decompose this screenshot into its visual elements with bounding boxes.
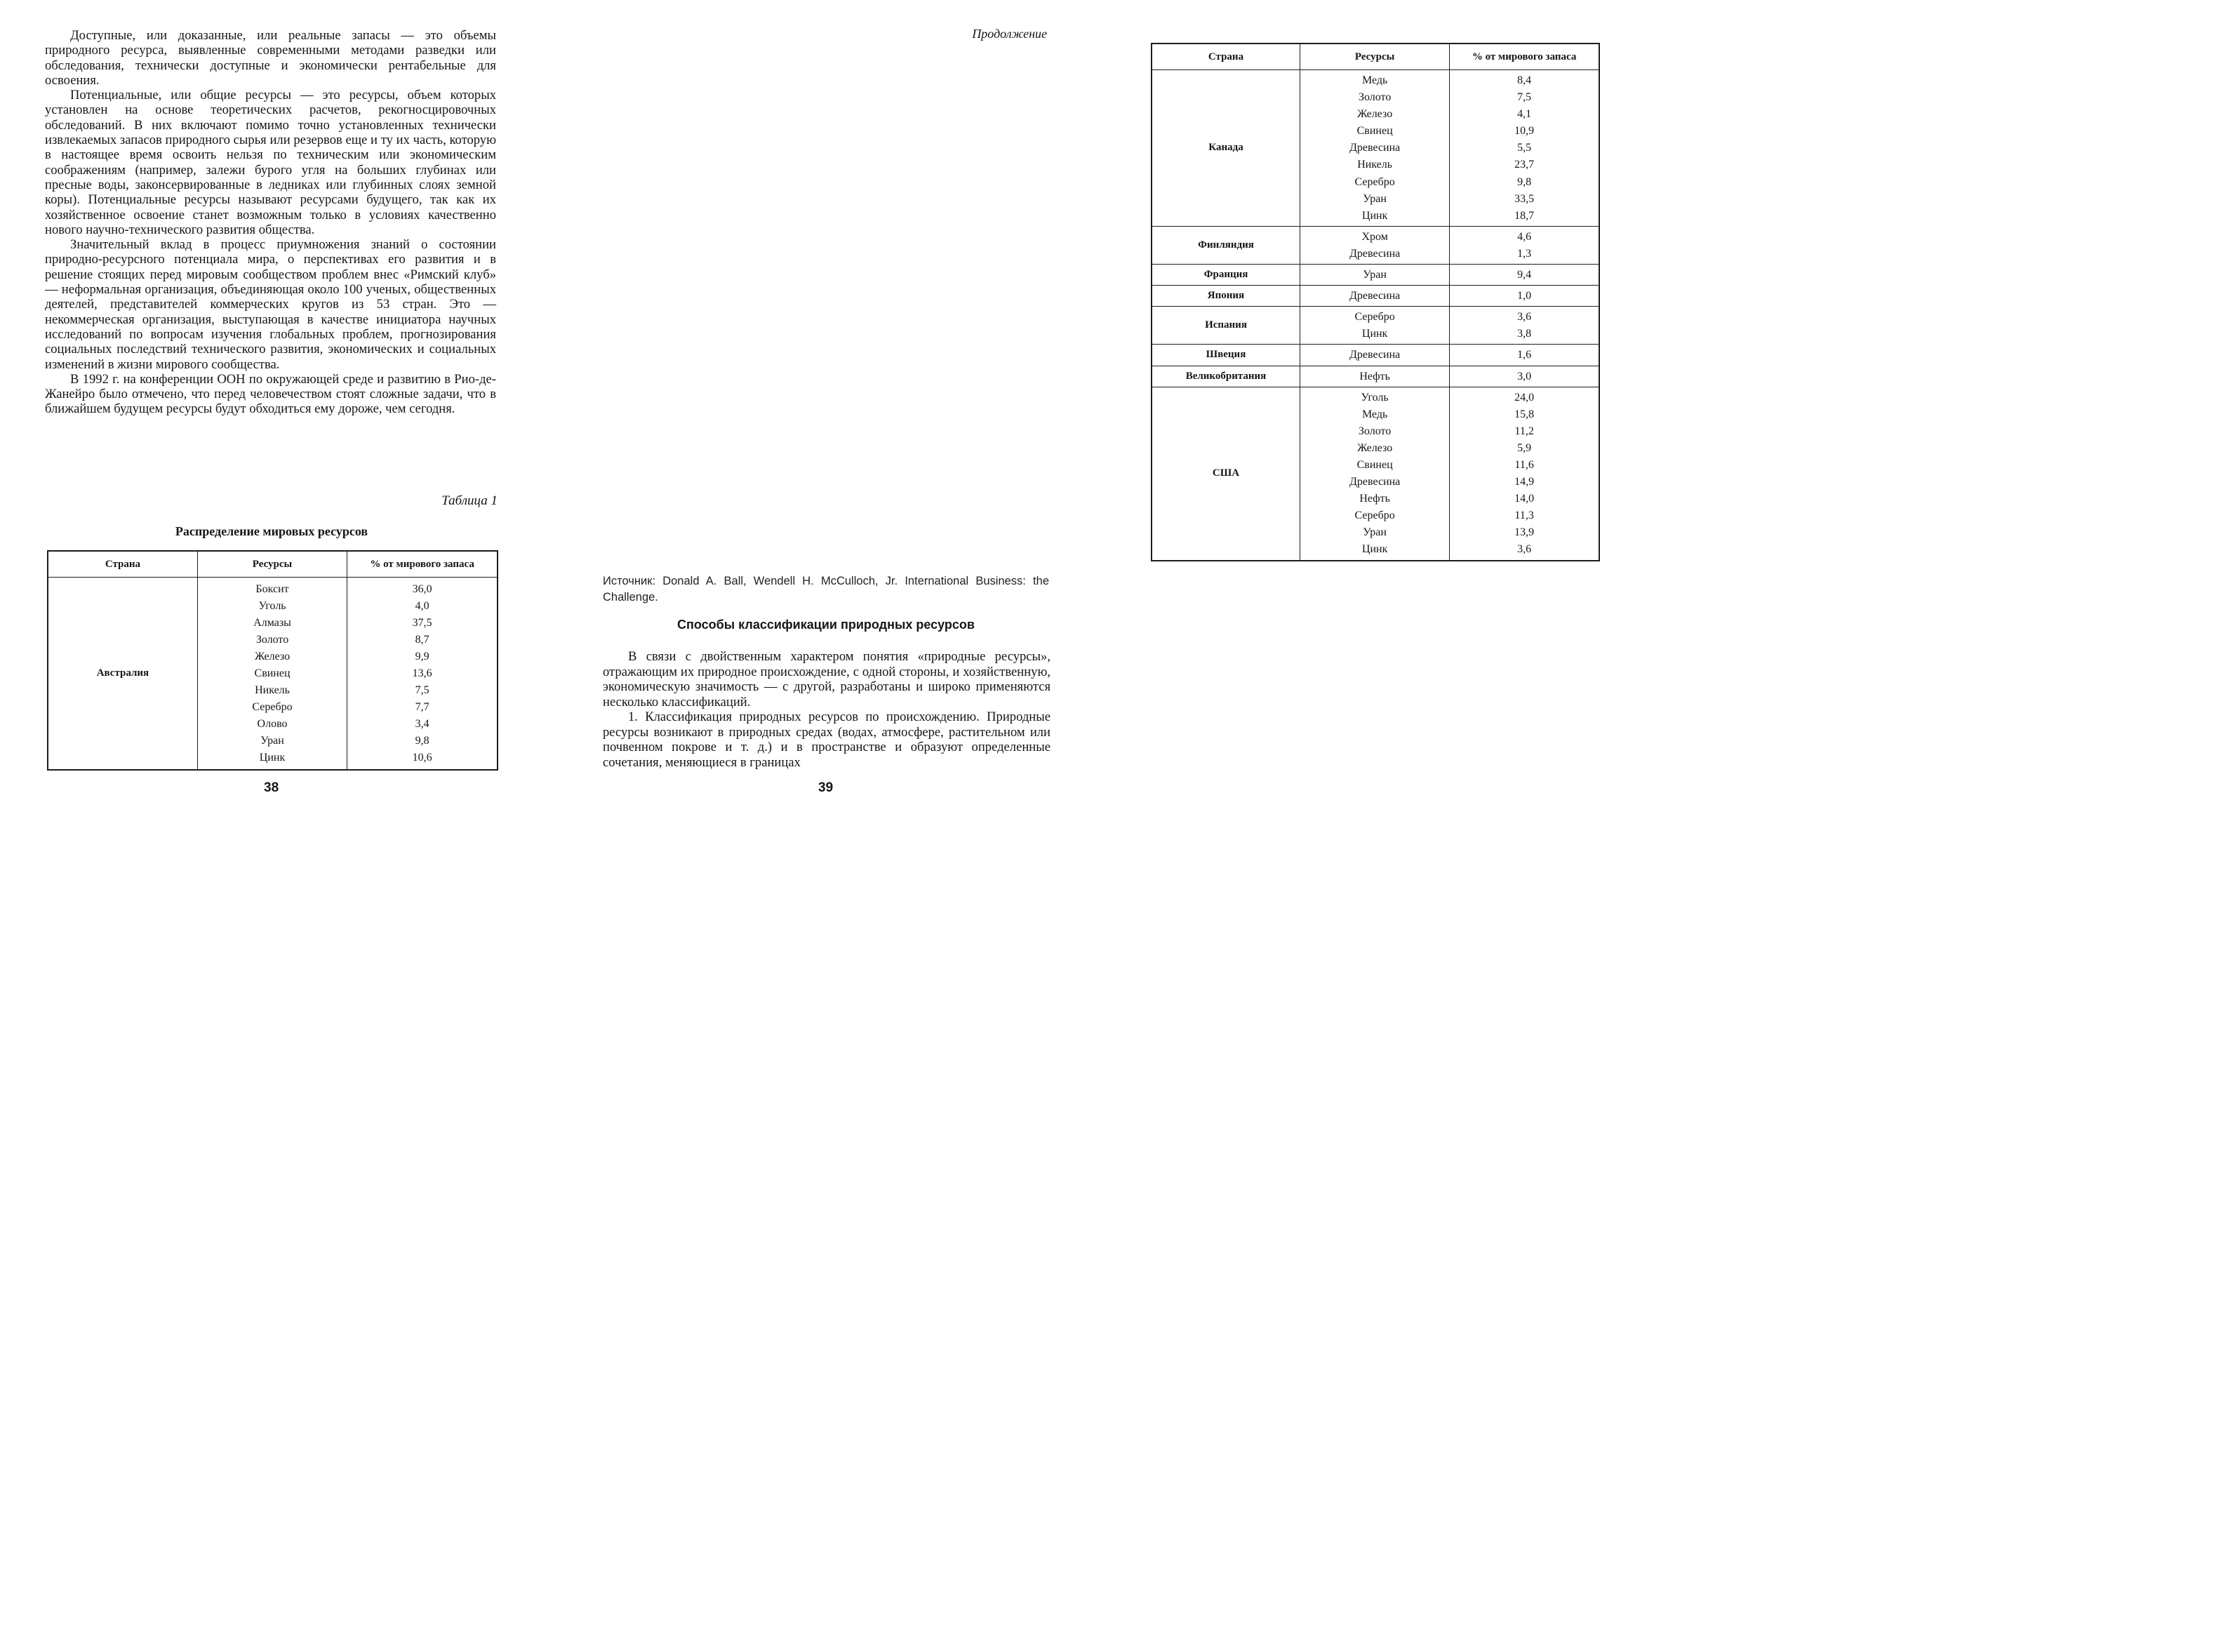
paragraph: В связи с двойственным характером понятия «природные ресурсы», отражающим их природное происхождение, с одной стороны, и хозяйственную, экономическую значимость — с другой, разработаны и широко применяются несколько классификаций. <box>603 649 1050 710</box>
share-value: 4,1 <box>1517 108 1532 121</box>
share-value: 15,8 <box>1514 408 1535 420</box>
resource-name: Древесина <box>1349 349 1401 361</box>
share-value: 14,0 <box>1514 493 1535 505</box>
header-resources: Ресурсы <box>197 551 347 578</box>
share-value: 36,0 <box>412 583 432 595</box>
share-cell <box>1450 286 1599 307</box>
share-value: 1,6 <box>1517 349 1532 361</box>
share-value: 1,3 <box>1517 247 1532 260</box>
resources-cell <box>1300 226 1450 264</box>
resource-name: Цинк <box>1361 543 1388 556</box>
share-value: 33,5 <box>1514 192 1535 205</box>
resource-name: Древесина <box>1349 290 1401 302</box>
country-cell: Великобритания <box>1152 366 1300 387</box>
resource-name: Древесина <box>1349 247 1401 260</box>
share-value: 8,7 <box>415 634 429 646</box>
resources-cell <box>1300 345 1450 366</box>
country-cell: США <box>1152 387 1300 560</box>
share-value: 9,9 <box>415 651 429 662</box>
share-cell <box>1450 70 1599 227</box>
resource-name: Олово <box>257 718 288 730</box>
country-cell: Франция <box>1152 265 1300 286</box>
resource-name: Нефть <box>1359 493 1390 505</box>
country-cell: Австралия <box>48 578 197 771</box>
share-cell <box>347 578 498 771</box>
share-value: 11,3 <box>1514 509 1534 522</box>
resource-name: Уран <box>1363 269 1387 281</box>
table-row <box>48 578 498 771</box>
share-cell <box>1450 387 1599 560</box>
resource-name: Цинк <box>259 752 286 764</box>
resource-name: Свинец <box>254 667 291 679</box>
share-value: 3,0 <box>1517 370 1532 382</box>
header-country: Страна <box>1152 44 1300 70</box>
resource-name: Золото <box>1358 425 1392 437</box>
resource-name: Древесина <box>1349 476 1401 488</box>
resources-cell <box>1300 366 1450 387</box>
paragraph: Значительный вклад в процесс приумножения знаний о состоянии природно-ресурсного потенциала мира, о перспективах его развития и в решение стоящих перед мировым сообществом проблем внес «Римский клуб» — неформальная организация, объединяющая около 100 ученых, общественных деятелей, представителей коммерческих кругов из 53 стран. Это — некоммерческая организация, выступающая в качестве инициатора научных исследований по вопросам изучения глобальных проблем, прогнозирования социальных последствий технического развития, экономических и социальных изменений в жизни мирового сообщества. <box>45 237 496 372</box>
share-value: 1,0 <box>1517 290 1532 302</box>
right-page <box>550 0 1577 825</box>
share-value: 7,7 <box>415 701 429 713</box>
resource-name: Древесина <box>1349 142 1401 154</box>
share-value: 13,9 <box>1514 526 1535 539</box>
share-value: 4,6 <box>1517 230 1532 243</box>
paragraph: В 1992 г. на конференции ООН по окружающей среде и развитию в Рио-де-Жанейро было отмечено, что перед человечеством стоят сложные задачи, что в ближайшем будущем ресурсы будут обходиться ему дороже, чем сегодня. <box>45 371 496 417</box>
country-cell: Швеция <box>1152 345 1300 366</box>
share-value: 8,4 <box>1517 74 1532 86</box>
resource-name: Уран <box>260 735 284 747</box>
share-value: 4,0 <box>415 600 429 612</box>
share-cell <box>1450 265 1599 286</box>
resource-name: Железо <box>1357 441 1393 454</box>
table-row <box>1152 70 1599 227</box>
share-value: 7,5 <box>415 684 429 696</box>
resource-name: Свинец <box>1356 125 1393 138</box>
table-header-row <box>1152 44 1599 70</box>
table-row <box>1152 307 1599 345</box>
resources-cell <box>1300 307 1450 345</box>
share-value: 10,9 <box>1514 125 1535 138</box>
resource-name: Хром <box>1361 230 1388 243</box>
table-title: Распределение мировых ресурсов <box>175 524 368 538</box>
share-cell <box>1450 345 1599 366</box>
table-row <box>1152 265 1599 286</box>
right-body-text <box>603 649 1050 770</box>
resource-name: Серебро <box>1354 175 1395 188</box>
share-value: 14,9 <box>1514 476 1535 488</box>
share-value: 24,0 <box>1514 391 1535 404</box>
share-value: 11,6 <box>1514 458 1534 471</box>
share-cell <box>1450 226 1599 264</box>
resource-name: Железо <box>1357 108 1393 121</box>
resources-cell <box>197 578 347 771</box>
share-cell <box>1450 307 1599 345</box>
resource-name: Алмазы <box>253 617 291 629</box>
table-body <box>1152 70 1599 561</box>
resource-name: Боксит <box>255 583 289 595</box>
resource-name: Никель <box>1357 159 1393 171</box>
resource-name: Серебро <box>252 701 293 713</box>
source-note: Источник: Donald A. Ball, Wendell H. McCulloch, Jr. International Business: the Challenge. <box>603 575 1049 604</box>
resource-name: Свинец <box>1356 458 1393 471</box>
header-country: Страна <box>48 551 197 578</box>
resources-cell <box>1300 387 1450 560</box>
resource-name: Цинк <box>1361 209 1388 222</box>
share-value: 9,4 <box>1517 269 1532 281</box>
share-value: 13,6 <box>412 667 432 679</box>
resource-name: Золото <box>1358 91 1392 104</box>
resource-name: Серебро <box>1354 311 1395 324</box>
resource-name: Уголь <box>258 600 286 612</box>
resource-name: Нефть <box>1359 370 1390 382</box>
resource-name: Уголь <box>1361 391 1389 404</box>
resource-name: Железо <box>254 651 291 662</box>
paragraph: Потенциальные, или общие ресурсы — это ресурсы, объем которых установлен на основе теоретических расчетов, рекогносцировочных обследований. В них включают помимо точно установленных технически извлекаемых запасов природного сырья или резервов еще и ту их часть, которую в настоящее время освоить нельзя по техническим или экономическим соображениям (например, залежи бурого угля на больших глубинах или пресные воды, законсервированные в ледниках или глубинных слоях земной коры). Потенциальные ресурсы называют ресурсами будущего, так как их хозяйственное освоение станет возможным только в условиях качественно нового научно-технического развития общества. <box>45 88 496 237</box>
resource-name: Медь <box>1361 408 1388 420</box>
left-body-text <box>45 28 496 417</box>
share-value: 7,5 <box>1517 91 1532 104</box>
share-value: 18,7 <box>1514 209 1535 222</box>
resource-name: Никель <box>255 684 290 696</box>
share-value: 23,7 <box>1514 159 1535 171</box>
header-share: % от мирового запаса <box>1450 44 1599 70</box>
table-caption: Таблица 1 <box>441 493 498 508</box>
resources-table-right <box>1151 43 1600 561</box>
share-value: 5,9 <box>1517 441 1532 454</box>
share-value: 3,4 <box>415 718 429 730</box>
share-value: 10,6 <box>412 752 432 764</box>
share-value: 37,5 <box>412 617 432 629</box>
page-number: 39 <box>818 780 834 795</box>
resource-name: Серебро <box>1354 509 1395 522</box>
share-value: 9,8 <box>415 735 429 747</box>
table-body <box>48 578 498 771</box>
header-resources: Ресурсы <box>1300 44 1450 70</box>
share-value: 11,2 <box>1514 425 1534 437</box>
country-cell: Испания <box>1152 307 1300 345</box>
table-row <box>1152 366 1599 387</box>
share-value: 9,8 <box>1517 175 1532 188</box>
paragraph: 1. Классификация природных ресурсов по происхождению. Природные ресурсы возникают в природных средах (водах, атмосфере, растительном или почвенном покрове и т. д.) и в пространстве и образуют определенные сочетания, меняющиеся в границах <box>603 710 1050 770</box>
country-cell: Япония <box>1152 286 1300 307</box>
country-cell: Финляндия <box>1152 226 1300 264</box>
resources-table-left <box>47 550 498 771</box>
resource-name: Уран <box>1363 526 1387 539</box>
section-heading: Способы классификации природных ресурсов <box>677 618 975 632</box>
table-header-row <box>48 551 498 578</box>
resource-name: Медь <box>1361 74 1388 86</box>
table-row <box>1152 387 1599 560</box>
paragraph: Доступные, или доказанные, или реальные запасы — это объемы природного ресурса, выявленные современными методами разведки или обследования, технически доступные и экономически рентабельные для освоения. <box>45 28 496 88</box>
share-value: 3,8 <box>1517 328 1532 340</box>
resource-name: Уран <box>1363 192 1387 205</box>
share-value: 3,6 <box>1517 543 1532 556</box>
share-value: 3,6 <box>1517 311 1532 324</box>
resource-name: Цинк <box>1361 328 1388 340</box>
share-value: 5,5 <box>1517 142 1532 154</box>
left-page <box>0 0 550 825</box>
share-cell <box>1450 366 1599 387</box>
resources-cell <box>1300 265 1450 286</box>
table-row <box>1152 286 1599 307</box>
table-row <box>1152 345 1599 366</box>
resource-name: Золото <box>255 634 289 646</box>
header-share: % от мирового запаса <box>347 551 498 578</box>
resources-cell <box>1300 70 1450 227</box>
country-cell: Канада <box>1152 70 1300 227</box>
table-row <box>1152 226 1599 264</box>
page-number: 38 <box>264 780 279 795</box>
resources-cell <box>1300 286 1450 307</box>
continued-label: Продолжение <box>972 27 1047 41</box>
